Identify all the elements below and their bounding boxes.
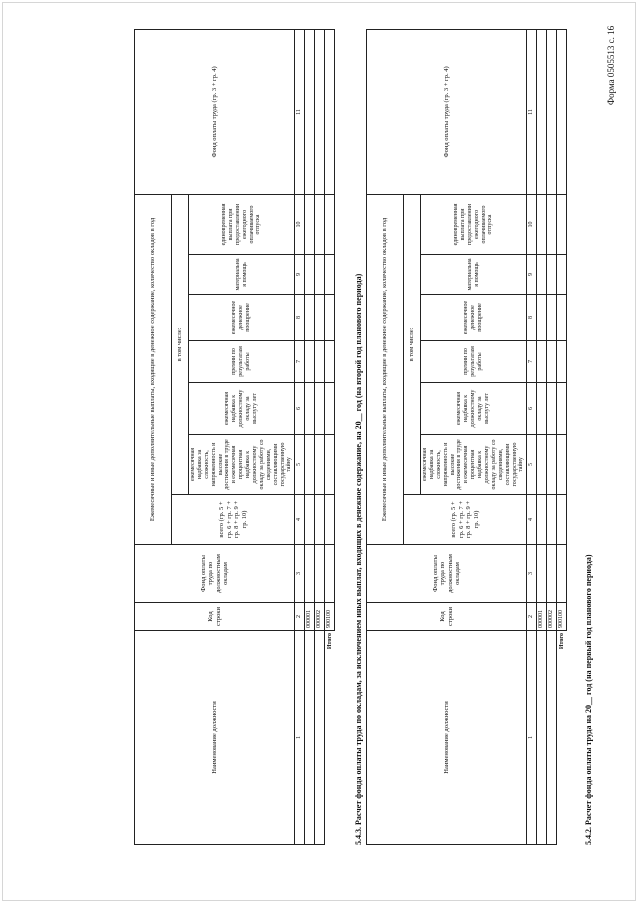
cell-col-7[interactable] [315, 341, 325, 383]
total-total-fund[interactable] [325, 29, 335, 194]
total-row [557, 29, 567, 844]
cell-col-10[interactable] [315, 194, 325, 254]
total-salary-fund[interactable] [557, 545, 567, 603]
total-label: Итого [326, 633, 333, 650]
table-row [537, 29, 547, 844]
column-number: 1 [295, 631, 305, 845]
total-col-9[interactable] [557, 255, 567, 295]
header-position: Наименование должности [367, 631, 527, 845]
cell-col-5[interactable] [315, 435, 325, 495]
salary-fund-table [366, 29, 567, 845]
cell-position[interactable] [547, 631, 557, 845]
header-col-7: премии по результатам работы [421, 341, 527, 383]
total-col-5[interactable] [557, 435, 567, 495]
cell-code: 000002 [547, 603, 557, 631]
cell-col-9[interactable] [547, 255, 557, 295]
total-col-10[interactable] [325, 194, 335, 254]
cell-col-7[interactable] [305, 341, 315, 383]
cell-code: 000002 [315, 603, 325, 631]
column-number: 8 [295, 295, 305, 341]
column-number: 5 [295, 435, 305, 495]
header-col-7: премии по результатам работы [189, 341, 295, 383]
cell-col-10[interactable] [305, 194, 315, 254]
header-col-6: ежемесячная надбавка к должностному окладу за выслугу лет [189, 383, 295, 435]
cell-salary-fund[interactable] [305, 545, 315, 603]
table-row [547, 29, 557, 844]
cell-col-6[interactable] [537, 383, 547, 435]
cell-col-6[interactable] [315, 383, 325, 435]
total-col-6[interactable] [557, 383, 567, 435]
column-number: 11 [295, 29, 305, 194]
column-number: 4 [295, 495, 305, 545]
column-number: 1 [527, 631, 537, 845]
header-salary-fund: Фонд оплаты труда по должностным окладам [367, 545, 527, 603]
cell-col-6[interactable] [305, 383, 315, 435]
section-title: 5.4.3. Расчет фонда оплаты труда по окладам, за исключением иных выплат, входящих в денежное содержание, на 20__ год (на второй год планового периода) [354, 273, 363, 845]
column-number: 10 [527, 194, 537, 254]
header-code: Код строки [135, 603, 295, 631]
column-number: 3 [527, 545, 537, 603]
column-number: 2 [527, 603, 537, 631]
cell-salary-fund[interactable] [315, 545, 325, 603]
form-label: Форма 0505513 с. 16 [606, 25, 616, 105]
header-extra-payments: Ежемесячные и иные дополнительные выплаты, входящие в денежное содержание, количество окладов в год [367, 194, 404, 544]
total-salary-fund[interactable] [325, 545, 335, 603]
cell-total-fund[interactable] [537, 29, 547, 194]
total-label: Итого [558, 633, 565, 650]
table-row [315, 29, 325, 844]
table-row [305, 29, 315, 844]
total-row [325, 29, 335, 844]
header-code: Код строки [367, 603, 527, 631]
cell-col-8[interactable] [305, 295, 315, 341]
header-total-fund: Фонд оплаты труда (гр. 3 + гр. 4) [135, 29, 295, 194]
column-number: 7 [527, 341, 537, 383]
cell-col-8[interactable] [537, 295, 547, 341]
cell-code: 000001 [537, 603, 547, 631]
total-col-8[interactable] [325, 295, 335, 341]
cell-col-9[interactable] [315, 255, 325, 295]
cell-salary-fund[interactable] [547, 545, 557, 603]
cell-col-6[interactable] [547, 383, 557, 435]
header-position: Наименование должности [135, 631, 295, 845]
header-col-6: ежемесячная надбавка к должностному окладу за выслугу лет [421, 383, 527, 435]
total-col-6[interactable] [325, 383, 335, 435]
column-number: 7 [295, 341, 305, 383]
cell-col-7[interactable] [537, 341, 547, 383]
header-in-that: в том числе: [404, 194, 421, 494]
cell-col-9[interactable] [537, 255, 547, 295]
header-total-fund: Фонд оплаты труда (гр. 3 + гр. 4) [367, 29, 527, 194]
header-col-9: материальная помощь [421, 255, 527, 295]
cell-col-8[interactable] [547, 295, 557, 341]
cell-col-10[interactable] [547, 194, 557, 254]
column-number: 9 [527, 255, 537, 295]
header-salary-fund: Фонд оплаты труда по должностным окладам [135, 545, 295, 603]
column-number: 9 [295, 255, 305, 295]
column-number: 4 [527, 495, 537, 545]
header-col-8: ежемесячное денежное поощрение [189, 295, 295, 341]
total-total-fund[interactable] [557, 29, 567, 194]
cell-col-5[interactable] [547, 435, 557, 495]
cell-position[interactable] [537, 631, 547, 845]
header-col-9: материальная помощь [189, 255, 295, 295]
cell-total[interactable] [547, 495, 557, 545]
header-col-5: ежемесячная надбавка за сложность, напряженность и высокие достижения в труде и ежемесячная процентная надбавка к должностному окладу за работу со сведениями, составляющими государственную тайну [421, 435, 527, 495]
total-col-9[interactable] [325, 255, 335, 295]
total-col-8[interactable] [557, 295, 567, 341]
cell-position[interactable] [305, 631, 315, 845]
cell-col-7[interactable] [547, 341, 557, 383]
cell-total[interactable] [537, 495, 547, 545]
total-col-5[interactable] [325, 435, 335, 495]
header-col-5: ежемесячная надбавка за сложность, напряженность и высокие достижения в труде и ежемесячная процентная надбавка к должностному окладу за работу со сведениями, составляющими государственную тайну [189, 435, 295, 495]
total-total[interactable] [557, 495, 567, 545]
section-title: 5.4.2. Расчет фонда оплаты труда на 20__ год (на первый год планового периода) [584, 554, 593, 845]
cell-total[interactable] [315, 495, 325, 545]
header-col-8: ежемесячное денежное поощрение [421, 295, 527, 341]
header-extra-payments: Ежемесячные и иные дополнительные выплаты, входящие в денежное содержание, количество окладов в год [135, 194, 172, 544]
column-number: 3 [295, 545, 305, 603]
column-number: 2 [295, 603, 305, 631]
salary-fund-table [134, 29, 335, 845]
total-col-10[interactable] [557, 194, 567, 254]
header-total: всего (гр. 5 + гр. 6 + гр. 7 + гр. 8 + гр. 9 + гр. 10) [404, 495, 527, 545]
cell-salary-fund[interactable] [537, 545, 547, 603]
total-total[interactable] [325, 495, 335, 545]
total-col-7[interactable] [325, 341, 335, 383]
header-col-10: единовременная выплата при предоставлении ежегодного оплачиваемого отпуска [189, 194, 295, 254]
cell-col-9[interactable] [305, 255, 315, 295]
cell-code: 000001 [305, 603, 315, 631]
cell-total[interactable] [305, 495, 315, 545]
cell-col-5[interactable] [305, 435, 315, 495]
total-col-7[interactable] [557, 341, 567, 383]
column-number: 6 [295, 383, 305, 435]
header-in-that: в том числе: [172, 194, 189, 494]
column-number: 10 [295, 194, 305, 254]
cell-col-5[interactable] [537, 435, 547, 495]
cell-col-8[interactable] [315, 295, 325, 341]
column-number: 8 [527, 295, 537, 341]
cell-position[interactable] [315, 631, 325, 845]
header-col-10: единовременная выплата при предоставлении ежегодного оплачиваемого отпуска [421, 194, 527, 254]
column-number: 5 [527, 435, 537, 495]
cell-total-fund[interactable] [547, 29, 557, 194]
total-code: 900100 [557, 603, 567, 631]
cell-total-fund[interactable] [305, 29, 315, 194]
cell-total-fund[interactable] [315, 29, 325, 194]
cell-col-10[interactable] [537, 194, 547, 254]
total-code: 900100 [325, 603, 335, 631]
header-total: всего (гр. 5 + гр. 6 + гр. 7 + гр. 8 + гр. 9 + гр. 10) [172, 495, 295, 545]
column-number: 6 [527, 383, 537, 435]
column-number: 11 [527, 29, 537, 194]
